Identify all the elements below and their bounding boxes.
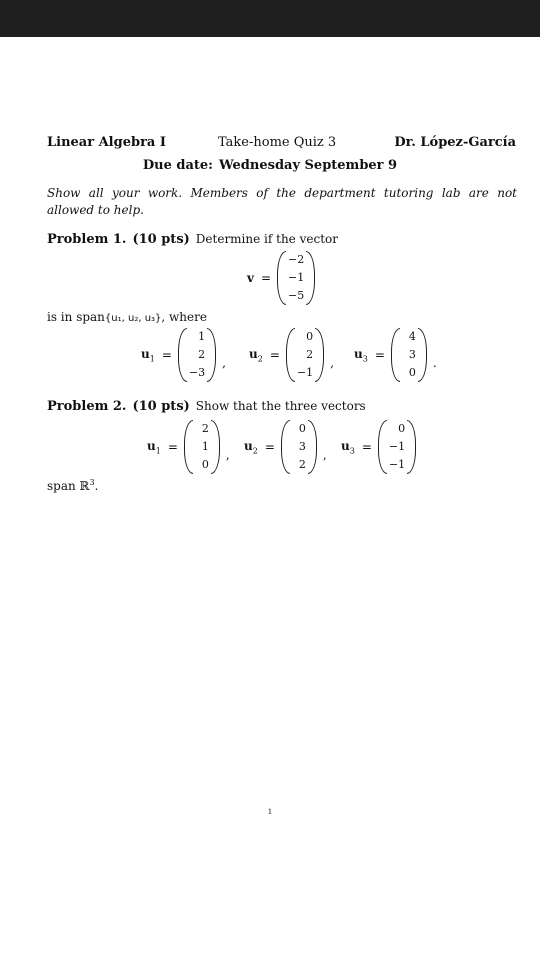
problem-1-points: (10 pts) <box>132 232 190 247</box>
problem-1-title: Problem 1. <box>47 232 127 247</box>
due-date-label: Due date: <box>142 158 213 173</box>
p2-vector-u1: $u_1$ = 2 1 0 , <box>147 420 230 474</box>
due-date <box>0 158 540 173</box>
span-r3-statement: span ℝ$^3$. <box>47 478 99 493</box>
instructor-name: Dr. López-García <box>394 135 516 150</box>
problem-2-points: (10 pts) <box>132 399 190 414</box>
vector-v-entry-2: −1 <box>288 271 305 284</box>
quiz-title: Take-home Quiz 3 <box>218 135 337 150</box>
problem-2-text: Show that the three vectors <box>195 399 366 413</box>
problem-2-heading <box>47 399 366 414</box>
due-date-value: Wednesday September 9 <box>219 158 398 173</box>
vector-v-entry-3: −5 <box>288 289 305 302</box>
vector-v: v = −2 −1 −5 <box>247 251 315 305</box>
p1-vector-u3: $u_3$ = 4 3 0 . <box>354 328 437 382</box>
top-bar <box>0 0 540 37</box>
p1-vector-u1: $u_1$ = 1 2 −3 , <box>141 328 226 382</box>
vector-v-matrix <box>277 251 315 305</box>
p2-vector-u2: $u_2$ = 0 3 2 , <box>244 420 327 474</box>
vector-v-label: v <box>247 271 254 285</box>
p2-vector-u3: $u_3$ = 0 −1 −1 <box>341 420 422 474</box>
span-set: {u₁, u₂, u₃} <box>104 313 162 324</box>
instructions: Show all your work. Members of the department tutoring lab are not allowed to help. <box>47 186 517 217</box>
p1-vector-u2: $u_2$ = 0 2 −1 , <box>249 328 334 382</box>
course-title: Linear Algebra I <box>47 135 166 150</box>
vector-v-entry-1: −2 <box>288 253 305 266</box>
real-space-symbol: ℝ <box>79 479 90 493</box>
problem-1-text: Determine if the vector <box>195 232 338 246</box>
problem-2-title: Problem 2. <box>47 399 127 414</box>
span-statement: is in span{u₁, u₂, u₃}, where <box>47 310 207 324</box>
page-number: 1 <box>267 808 273 816</box>
problem-1-heading <box>47 232 338 247</box>
